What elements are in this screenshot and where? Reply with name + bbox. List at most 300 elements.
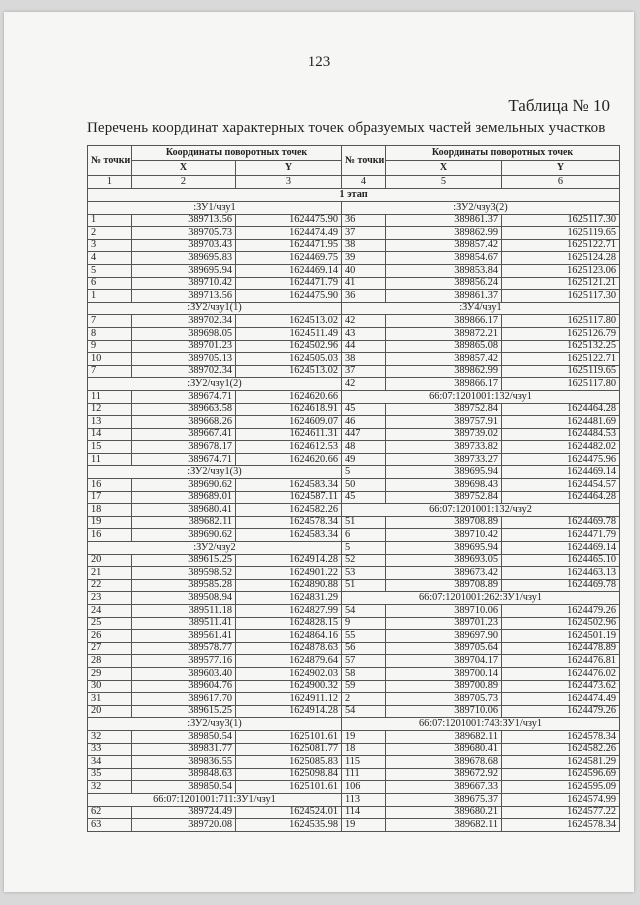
coord-x-left: 389850.54 [132,781,236,794]
coord-x-left: 389713.56 [132,214,236,227]
table-row [88,227,620,240]
coord-y-left: 1624901.22 [236,567,342,580]
table-row [88,642,620,655]
table-row [88,579,620,592]
coord-x-right: 389704.17 [386,655,502,668]
coord-x-right: 389672.92 [386,768,502,781]
table-row [88,428,620,441]
coord-y-left: 1625085.83 [236,756,342,769]
coord-y-right: 1624481.69 [502,416,620,429]
coord-x-right: 389710.06 [386,705,502,718]
table-row [88,693,620,706]
coord-y-left: 1625098.84 [236,768,342,781]
coord-y-left: 1624535.98 [236,819,342,832]
point-number-left: 24 [88,605,132,618]
coord-x-right: 389752.84 [386,403,502,416]
point-number-left: 18 [88,504,132,517]
point-number-left: 19 [88,516,132,529]
point-number-right: 111 [342,768,386,781]
table-row [88,479,620,492]
coord-y-right: 1624464.28 [502,491,620,504]
coord-x-left: 389831.77 [132,743,236,756]
coord-y-left: 1624879.64 [236,655,342,668]
table-row [88,529,620,542]
coord-y-left: 1624513.02 [236,365,342,378]
point-number-right: 49 [342,453,386,466]
coord-y-right: 1624469.14 [502,542,620,555]
coord-x-left: 389617.70 [132,693,236,706]
coord-y-right: 1624482.02 [502,441,620,454]
coord-y-left: 1624911.12 [236,693,342,706]
point-number-left: 28 [88,655,132,668]
point-number-left: 35 [88,768,132,781]
table-row [88,756,620,769]
coord-y-right: 1624469.78 [502,516,620,529]
table-row [88,290,620,303]
coord-x-right: 389701.23 [386,617,502,630]
table-row [88,554,620,567]
coord-y-left: 1624620.66 [236,390,342,403]
column-number: 4 [342,176,386,189]
coord-y-right: 1624469.14 [502,466,620,479]
header-x-left: X [132,161,236,176]
table-row [88,202,620,215]
coord-y-right: 1624577.22 [502,806,620,819]
point-number-right: 53 [342,567,386,580]
point-number-right: 36 [342,214,386,227]
coord-x-right: 389752.84 [386,491,502,504]
coord-x-right: 389733.82 [386,441,502,454]
coord-x-left: 389578.77 [132,642,236,655]
coord-x-left: 389511.41 [132,617,236,630]
coord-x-left: 389674.71 [132,453,236,466]
table-row [88,302,620,315]
coord-y-right: 1624463.13 [502,567,620,580]
coord-y-right: 1625119.65 [502,365,620,378]
point-number-right: 45 [342,491,386,504]
point-number-left: 16 [88,529,132,542]
coord-x-right: 389667.33 [386,781,502,794]
coord-y-right: 1625122.71 [502,239,620,252]
coord-y-right: 1624578.34 [502,819,620,832]
page-number: 123 [307,54,331,70]
coord-y-right: 1625117.80 [502,315,620,328]
table-row [88,277,620,290]
section-title-right: 66:07:1201001:743:ЗУ1/чзу1 [342,718,620,731]
coord-x-left: 389701.23 [132,340,236,353]
point-number-left: 29 [88,667,132,680]
coord-y-left: 1624583.34 [236,529,342,542]
coord-y-right: 1624479.26 [502,605,620,618]
header-x-right: X [386,161,502,176]
table-row [88,264,620,277]
point-number-left: 27 [88,642,132,655]
coord-y-right: 1624476.81 [502,655,620,668]
coord-x-right: 389678.68 [386,756,502,769]
coord-y-left: 1624505.03 [236,353,342,366]
coord-y-left: 1624471.79 [236,277,342,290]
point-number-right: 57 [342,655,386,668]
point-number-right: 45 [342,403,386,416]
point-number-right: 51 [342,579,386,592]
point-number-right: 37 [342,227,386,240]
point-number-left: 13 [88,416,132,429]
coord-y-left: 1624578.34 [236,516,342,529]
point-number-left: 30 [88,680,132,693]
coord-x-left: 389702.34 [132,315,236,328]
coord-y-right: 1624474.49 [502,693,620,706]
coord-x-right: 389739.02 [386,428,502,441]
header-coords-left: Координаты поворотных точек [132,146,342,161]
coord-y-left: 1624582.26 [236,504,342,517]
coord-x-right: 389700.14 [386,667,502,680]
coord-y-left: 1624902.03 [236,667,342,680]
header-y-right: Y [502,161,620,176]
point-number-right: 54 [342,705,386,718]
table-row [88,718,620,731]
coord-x-left: 389585.28 [132,579,236,592]
section-title-left: :ЗУ2/чзу1(1) [88,302,342,315]
coord-y-right: 1624479.26 [502,705,620,718]
coord-x-right: 389708.89 [386,516,502,529]
coord-y-left: 1625101.61 [236,730,342,743]
point-number-left: 5 [88,264,132,277]
point-number-right: 2 [342,693,386,706]
coord-x-left: 389678.17 [132,441,236,454]
coord-x-right: 389865.08 [386,340,502,353]
table-row [88,542,620,555]
coord-x-left: 389695.83 [132,252,236,265]
point-number-right: 59 [342,680,386,693]
coord-y-left: 1625101.61 [236,781,342,794]
coord-y-left: 1624831.29 [236,592,342,605]
table-row [88,340,620,353]
table-row [88,630,620,643]
coord-y-right: 1624574.99 [502,793,620,806]
coord-x-right: 389757.91 [386,416,502,429]
coord-y-left: 1624878.63 [236,642,342,655]
table-row [88,466,620,479]
coord-y-right: 1625119.65 [502,227,620,240]
point-number-right: 114 [342,806,386,819]
coordinates-table [87,145,620,832]
coord-x-right: 389861.37 [386,214,502,227]
coord-y-left: 1624609.07 [236,416,342,429]
coord-y-right: 1624501.19 [502,630,620,643]
coord-x-right: 389856.24 [386,277,502,290]
coord-x-right: 389682.11 [386,819,502,832]
table-row [88,743,620,756]
coord-x-left: 389836.55 [132,756,236,769]
coord-y-right: 1625126.79 [502,327,620,340]
point-number-right: 113 [342,793,386,806]
coord-x-right: 389693.05 [386,554,502,567]
table-row [88,793,620,806]
stage-label: 1 этап [88,189,620,202]
coord-y-left: 1624612.53 [236,441,342,454]
point-number-left: 15 [88,441,132,454]
coord-x-left: 389695.94 [132,264,236,277]
table-row [88,441,620,454]
coord-x-left: 389508.94 [132,592,236,605]
point-number-right: 50 [342,479,386,492]
point-number-right: 36 [342,290,386,303]
point-number-left: 1 [88,290,132,303]
coord-x-right: 389862.99 [386,365,502,378]
coord-x-left: 389690.62 [132,479,236,492]
coord-y-right: 1624582.26 [502,743,620,756]
point-number-left: 25 [88,617,132,630]
table-row [88,567,620,580]
point-number-left: 3 [88,239,132,252]
point-number-left: 7 [88,315,132,328]
coord-x-left: 389720.08 [132,819,236,832]
table-row [88,491,620,504]
point-number-right: 39 [342,252,386,265]
point-number-left: 12 [88,403,132,416]
coord-x-left: 389705.13 [132,353,236,366]
coord-x-left: 389848.63 [132,768,236,781]
section-title-left: 66:07:1201001:711:ЗУ1/чзу1 [88,793,342,806]
point-number-left: 32 [88,730,132,743]
table-body [88,202,620,832]
point-number-left: 6 [88,277,132,290]
coord-y-right: 1624454.57 [502,479,620,492]
point-number-right: 106 [342,781,386,794]
coord-x-left: 389724.49 [132,806,236,819]
header-coords-right: Координаты поворотных точек [386,146,620,161]
coord-y-right: 1625121.21 [502,277,620,290]
table-row [88,592,620,605]
coord-y-right: 1624469.78 [502,579,620,592]
point-number-right: 447 [342,428,386,441]
point-number-right: 37 [342,365,386,378]
header-y-left: Y [236,161,342,176]
point-number-left: 32 [88,781,132,794]
table-row [88,390,620,403]
table-row [88,617,620,630]
point-number-left: 11 [88,390,132,403]
table-row [88,655,620,668]
document-title: Перечень координат характерных точек образуемых частей земельных участков [87,120,606,136]
point-number-right: 46 [342,416,386,429]
table-row [88,353,620,366]
coord-y-right: 1624473.62 [502,680,620,693]
coord-x-right: 389708.89 [386,579,502,592]
coord-x-right: 389705.64 [386,642,502,655]
table-row [88,768,620,781]
point-number-left: 31 [88,693,132,706]
table-row [88,730,620,743]
coord-x-left: 389690.62 [132,529,236,542]
coord-y-left: 1624828.15 [236,617,342,630]
coord-x-right: 389700.89 [386,680,502,693]
point-number-left: 21 [88,567,132,580]
point-number-left: 20 [88,705,132,718]
point-number-left: 16 [88,479,132,492]
table-row [88,705,620,718]
section-title-right: :ЗУ2/чзу3(2) [342,202,620,215]
coord-x-left: 389615.25 [132,705,236,718]
table-row [88,416,620,429]
point-number-left: 9 [88,340,132,353]
point-number-right: 58 [342,667,386,680]
section-title-left: :ЗУ1/чзу1 [88,202,342,215]
coord-y-left: 1624864.16 [236,630,342,643]
coord-y-right: 1625117.30 [502,214,620,227]
coord-x-left: 389603.40 [132,667,236,680]
point-number-left: 2 [88,227,132,240]
coord-y-left: 1624475.90 [236,290,342,303]
point-number-right: 52 [342,554,386,567]
coord-y-right: 1624465.10 [502,554,620,567]
coord-y-right: 1624595.09 [502,781,620,794]
point-number-left: 11 [88,453,132,466]
point-number-left: 8 [88,327,132,340]
coord-x-left: 389667.41 [132,428,236,441]
coord-y-right: 1625124.28 [502,252,620,265]
point-number-right: 5 [342,542,386,555]
section-title-right: 66:07:1201001:262:ЗУ1/чзу1 [342,592,620,605]
coord-x-right: 389866.17 [386,315,502,328]
point-number-left: 23 [88,592,132,605]
coord-y-left: 1624474.49 [236,227,342,240]
coord-x-left: 389561.41 [132,630,236,643]
coord-x-left: 389702.34 [132,365,236,378]
coord-y-left: 1624469.75 [236,252,342,265]
coord-y-left: 1625081.77 [236,743,342,756]
point-number-left: 33 [88,743,132,756]
table-label: Таблица № 10 [508,96,610,115]
coord-x-left: 389663.58 [132,403,236,416]
table-row [88,403,620,416]
coord-x-right: 389866.17 [386,378,502,391]
column-number: 1 [88,176,132,189]
coord-x-left: 389511.18 [132,605,236,618]
coord-x-left: 389850.54 [132,730,236,743]
coord-x-left: 389668.26 [132,416,236,429]
coord-y-left: 1624618.91 [236,403,342,416]
point-number-right: 48 [342,441,386,454]
coord-x-right: 389861.37 [386,290,502,303]
coord-y-right: 1625117.80 [502,378,620,391]
coord-y-left: 1624611.31 [236,428,342,441]
section-title-left: :ЗУ2/чзу2 [88,542,342,555]
table-row [88,327,620,340]
table-row [88,252,620,265]
header-point-no-left: № точки [88,146,132,176]
point-number-left: 4 [88,252,132,265]
column-number: 5 [386,176,502,189]
coord-y-right: 1625117.30 [502,290,620,303]
coord-y-left: 1624914.28 [236,554,342,567]
table-row [88,214,620,227]
coord-x-right: 389710.42 [386,529,502,542]
coord-x-left: 389577.16 [132,655,236,668]
table-row [88,239,620,252]
point-number-right: 42 [342,315,386,328]
coord-y-right: 1624578.34 [502,730,620,743]
coord-x-right: 389698.43 [386,479,502,492]
coord-x-right: 389680.21 [386,806,502,819]
point-number-right: 6 [342,529,386,542]
coord-y-left: 1624914.28 [236,705,342,718]
coord-x-left: 389604.76 [132,680,236,693]
coord-x-left: 389703.43 [132,239,236,252]
column-number: 2 [132,176,236,189]
point-number-right: 56 [342,642,386,655]
coord-y-right: 1624475.96 [502,453,620,466]
coord-x-right: 389697.90 [386,630,502,643]
table-row [88,315,620,328]
point-number-right: 54 [342,605,386,618]
coord-y-right: 1624464.28 [502,403,620,416]
table-row [88,504,620,517]
section-title-right: 66:07:1201001:132/чзу2 [342,504,620,517]
coord-x-right: 389680.41 [386,743,502,756]
coord-y-left: 1624471.95 [236,239,342,252]
table-row [88,378,620,391]
point-number-left: 34 [88,756,132,769]
table-row [88,365,620,378]
point-number-right: 51 [342,516,386,529]
coord-x-left: 389680.41 [132,504,236,517]
point-number-left: 26 [88,630,132,643]
table-row [88,806,620,819]
point-number-left: 10 [88,353,132,366]
coord-x-left: 389710.42 [132,277,236,290]
coord-x-right: 389675.37 [386,793,502,806]
coord-x-right: 389857.42 [386,239,502,252]
point-number-left: 1 [88,214,132,227]
point-number-left: 22 [88,579,132,592]
coord-x-right: 389695.94 [386,542,502,555]
point-number-right: 9 [342,617,386,630]
coord-x-right: 389710.06 [386,605,502,618]
point-number-left: 14 [88,428,132,441]
table-row [88,667,620,680]
coord-x-right: 389862.99 [386,227,502,240]
point-number-right: 5 [342,466,386,479]
coord-x-right: 389673.42 [386,567,502,580]
point-number-right: 38 [342,353,386,366]
coord-x-right: 389872.21 [386,327,502,340]
point-number-right: 40 [342,264,386,277]
point-number-right: 55 [342,630,386,643]
coord-x-right: 389854.67 [386,252,502,265]
table-row [88,605,620,618]
coord-y-left: 1624900.32 [236,680,342,693]
coord-x-left: 389713.56 [132,290,236,303]
header-point-no-right: № точки [342,146,386,176]
document-page [4,12,634,892]
coord-x-left: 389705.73 [132,227,236,240]
coord-y-right: 1625132.25 [502,340,620,353]
point-number-right: 18 [342,743,386,756]
point-number-left: 63 [88,819,132,832]
coord-x-right: 389853.84 [386,264,502,277]
point-number-left: 17 [88,491,132,504]
column-number: 6 [502,176,620,189]
point-number-right: 19 [342,730,386,743]
point-number-right: 42 [342,378,386,391]
coord-y-left: 1624469.14 [236,264,342,277]
table-row [88,781,620,794]
point-number-left: 7 [88,365,132,378]
coord-y-right: 1624596.69 [502,768,620,781]
coord-x-left: 389598.52 [132,567,236,580]
coord-y-right: 1624484.53 [502,428,620,441]
